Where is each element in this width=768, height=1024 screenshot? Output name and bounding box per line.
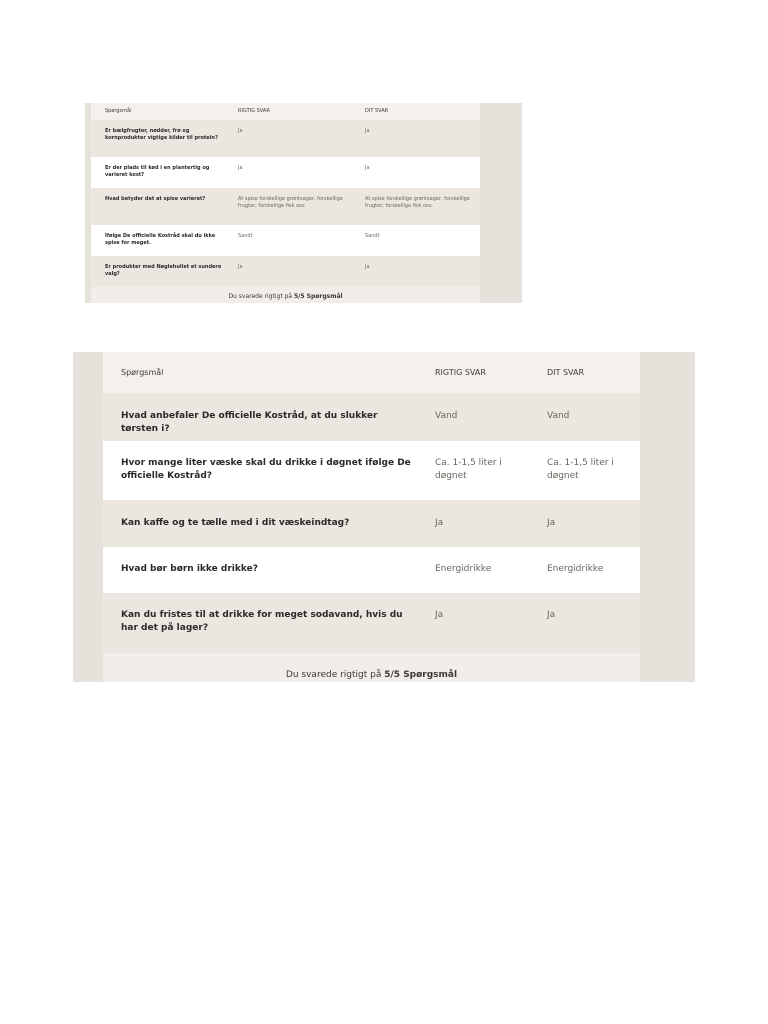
score-value: 5/5 Spørgsmål	[384, 670, 458, 680]
table-row	[91, 256, 480, 287]
question-text: Hvad bør børn ikke drikke?	[121, 564, 258, 574]
question-text: Hvad betyder det at spise varieret?	[105, 196, 206, 202]
question-text: Kan kaffe og te tælle med i dit væskeindtag?	[121, 518, 350, 528]
results-table	[91, 103, 480, 303]
table-row	[103, 547, 640, 593]
correct-answer: Ja	[238, 264, 243, 270]
correct-answer: Ja	[435, 518, 444, 528]
your-answer: Sandt	[365, 233, 380, 239]
correct-answer: Energidrikke	[435, 564, 492, 574]
correct-answer: Ca. 1-1,5 liter i døgnet	[435, 458, 502, 481]
your-answer: Ja	[547, 518, 556, 528]
header-correct-answer: RIGTIG SVAR	[435, 368, 486, 377]
left-margin	[73, 352, 103, 682]
your-answer: Ja	[547, 610, 556, 620]
your-answer: Ja	[365, 264, 370, 270]
question-text: Er bælgfrugter, nødder, frø og kornprodukter vigtige kilder til protein?	[105, 128, 218, 141]
your-answer: Ja	[365, 128, 370, 134]
header-question: Spørgsmål	[105, 108, 132, 114]
correct-answer: Sandt	[238, 233, 253, 239]
question-text: Hvor mange liter væske skal du drikke i døgnet ifølge De officielle Kostråd?	[121, 458, 411, 481]
quiz-results-screenshot-2	[73, 352, 695, 682]
header-your-answer: DIT SVAR	[365, 108, 389, 114]
correct-answer: At spise forskellige grøntsager, forskellige frugter, forskellige fisk osv.	[238, 196, 343, 209]
correct-answer: Ja	[238, 165, 243, 171]
table-row	[103, 393, 640, 441]
table-header-row	[103, 352, 640, 393]
score-text: Du svarede rigtigt på	[228, 293, 293, 300]
your-answer: Ca. 1-1,5 liter i døgnet	[547, 458, 614, 481]
header-correct-answer: RIGTIG SVAR	[238, 108, 270, 114]
score-text: Du svarede rigtigt på	[285, 670, 382, 680]
results-table	[103, 352, 640, 682]
correct-answer: Ja	[238, 128, 243, 134]
your-answer: Energidrikke	[547, 564, 604, 574]
right-margin	[640, 352, 695, 682]
table-row	[91, 188, 480, 225]
right-margin	[480, 103, 522, 303]
question-text: Hvad anbefaler De officielle Kostråd, at du slukker tørsten i?	[121, 411, 378, 434]
score-summary	[91, 287, 480, 303]
table-row	[103, 441, 640, 500]
correct-answer: Vand	[435, 411, 458, 421]
header-your-answer: DIT SVAR	[547, 368, 585, 377]
correct-answer: Ja	[435, 610, 444, 620]
table-row	[103, 593, 640, 653]
table-row	[91, 120, 480, 157]
question-text: Er der plads til kød i en plantertig og varieret kost?	[105, 165, 210, 178]
your-answer: Vand	[547, 411, 570, 421]
question-text: Kan du fristes til at drikke for meget sodavand, hvis du har det på lager?	[121, 610, 403, 633]
question-text: Er produkter med Nøglehullet et sundere valg?	[105, 264, 222, 277]
your-answer: Ja	[365, 165, 370, 171]
table-row	[91, 225, 480, 256]
header-question: Spørgsmål	[121, 368, 164, 377]
table-header-row	[91, 103, 480, 120]
question-text: Ifølge De officielle Kostråd skal du ikke spise for meget.	[105, 233, 216, 246]
table-row	[91, 157, 480, 188]
your-answer: At spise forskellige grøntsager, forskellige frugter, forskellige fisk osv.	[365, 196, 470, 209]
quiz-results-screenshot-1	[85, 103, 522, 303]
score-summary	[103, 653, 640, 682]
table-row	[103, 500, 640, 547]
score-value: 5/5 Spørgsmål	[294, 293, 343, 300]
